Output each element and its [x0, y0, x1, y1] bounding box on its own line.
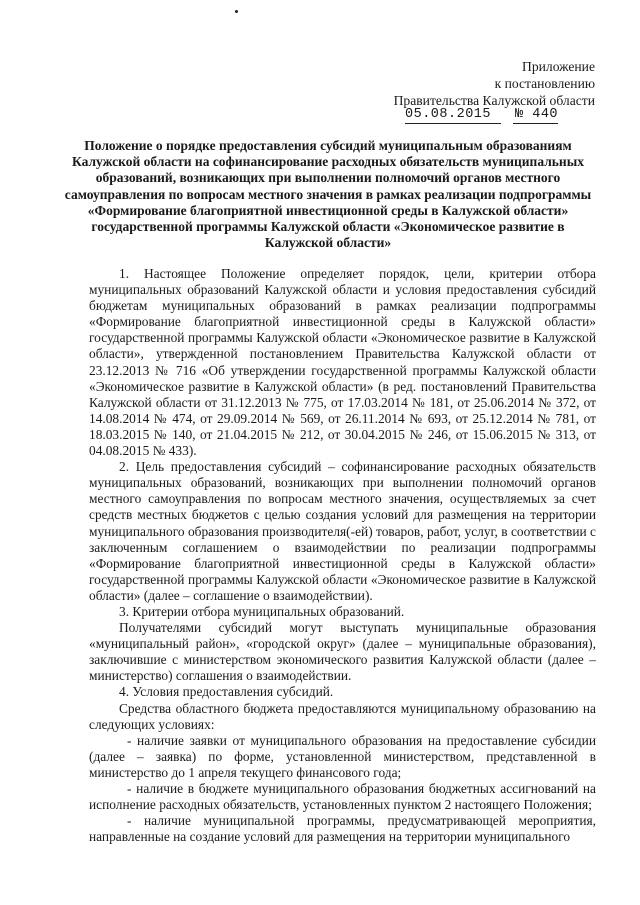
decree-date: 05.08.2015 [405, 107, 501, 124]
paragraph-6: Средства областного бюджета предоставляются муниципальному образованию на следующих условиях: [89, 700, 596, 732]
list-item-3: - наличие муниципальной программы, предусматривающей мероприятия, направленные на создание условий для размещения на территории муниципального [89, 813, 596, 845]
paragraph-2: 2. Цель предоставления субсидий – софинансирование расходных обязательств муниципальных образований, возникающих при выполнении полномочий органов местного самоуправления по вопросам местного значения, осуществляемых за счет средств местных бюджетов с целью создания условий для размещения на территории муниципального образования производителя(-ей) товаров, работ, услуг, в соответствии с заключенным соглашением о взаимодействии по реализации подпрограммы «Формирование благоприятной инвестиционной среды в Калужской области» государственной программы Калужской области «Экономическое развитие в Калужской области» (далее – соглашение о взаимодействии). [89, 459, 596, 603]
list-item-2: - наличие в бюджете муниципального образования бюджетных ассигнований на исполнение расходных обязательств, установленных пунктом 2 настоящего Положения; [89, 781, 596, 813]
document-title: Положение о порядке предоставления субсидий муниципальным образованиям Калужской области на софинансирование расходных обязательств муниципальных образований, возникающих при выполнении полномочий органов местного самоуправления по вопросам местного значения в рамках реализации подпрограммы «Формирование благоприятной инвестиционной среды в Калужской области» государственной программы Калужской области «Экономическое развитие в Калужской области» [64, 138, 592, 251]
date-number-line [405, 107, 558, 124]
appendix-line-1: Приложение [522, 59, 595, 74]
list-item-1: - наличие заявки от муниципального образования на предоставление субсидии (далее – заявка) по форме, установленной министерством, представленной в министерство до 1 апреля текущего финансового года; [89, 732, 596, 780]
paragraph-5: 4. Условия предоставления субсидий. [119, 684, 334, 700]
paragraph-3: 3. Критерии отбора муниципальных образований. [119, 603, 405, 619]
appendix-line-2: к постановлению [494, 76, 595, 91]
appendix-line-3: Правительства Калужской области [393, 93, 595, 108]
appendix-block [394, 58, 595, 109]
decree-number: № 440 [513, 107, 558, 124]
document-body [89, 266, 596, 845]
scan-speck [235, 10, 238, 13]
paragraph-1: 1. Настоящее Положение определяет порядок, цели, критерии отбора муниципальных образований Калужской области и условия предоставления субсидий бюджетам муниципальных образований в рамках реализации подпрограммы «Формирование благоприятной инвестиционной среды в Калужской области» государственной программы Калужской области «Экономическое развитие в Калужской области», утвержденной постановлением Правительства Калужской области от 23.12.2013 № 716 «Об утверждении государственной программы Калужской области «Экономическое развитие в Калужской области» (в ред. постановлений Правительства Калужской области от 31.12.2013 № 775, от 17.03.2014 № 181, от 25.06.2014 № 372, от 14.08.2014 № 474, от 29.09.2014 № 569, от 26.11.2014 № 693, от 25.12.2014 № 781, от 18.03.2015 № 140, от 21.04.2015 № 212, от 30.04.2015 № 246, от 15.06.2015 № 313, от 04.08.2015 № 433). [89, 266, 596, 459]
paragraph-4: Получателями субсидий могут выступать муниципальные образования «муниципальный район», «городской округ» (далее – муниципальные образования), заключившие с министерством экономического развития Калужской области (далее – министерство) соглашения о взаимодействии. [89, 620, 596, 684]
